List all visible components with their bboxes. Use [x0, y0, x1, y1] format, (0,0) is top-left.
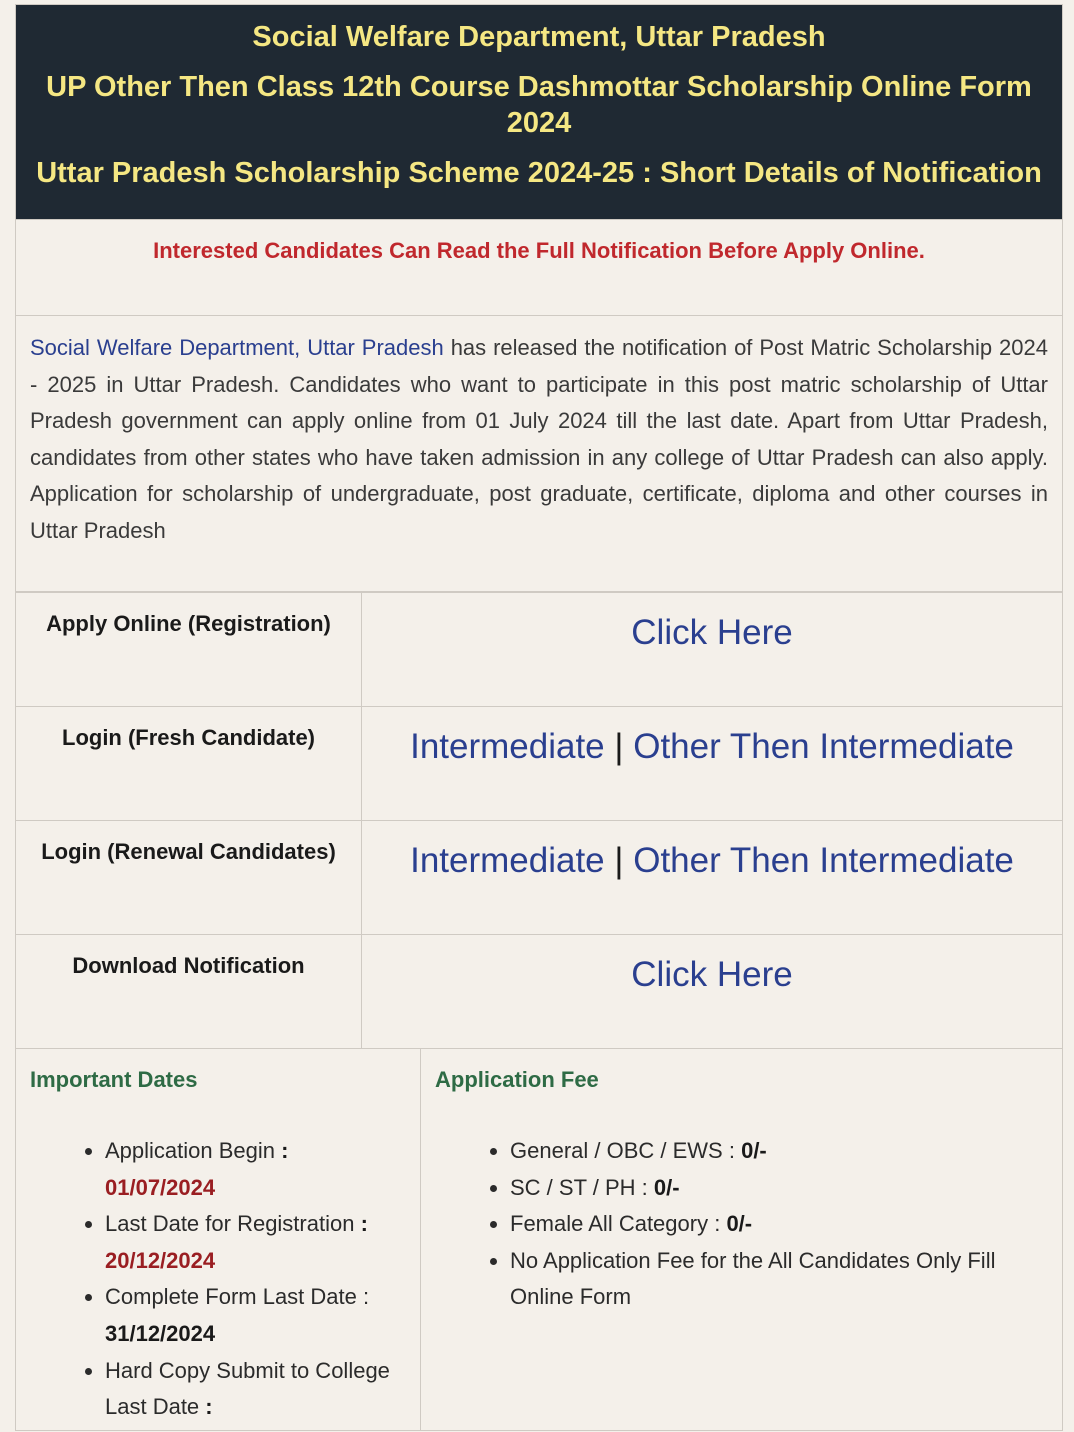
- header-form-title: UP Other Then Class 12th Course Dashmottar Scholarship Online Form 2024: [46, 71, 1032, 139]
- link-separator: |: [614, 727, 624, 766]
- apply-online-label: Apply Online (Registration): [16, 593, 362, 707]
- login-renewal-cell: [362, 821, 1063, 935]
- fee-label: Female All Category :: [510, 1211, 727, 1237]
- application-fee-title: Application Fee: [435, 1067, 599, 1092]
- list-item: [510, 1170, 1048, 1207]
- date-value: 20/12/2024: [105, 1247, 216, 1273]
- fee-value: 0/-: [653, 1174, 680, 1200]
- fee-label: No Application Fee for the All Candidates Only Fill Online Form: [510, 1247, 996, 1310]
- application-fee-list: [435, 1133, 1048, 1316]
- date-value: 01/07/2024: [105, 1174, 216, 1200]
- header-scheme-title: Uttar Pradesh Scholarship Scheme 2024-25 : Short Details of Notification: [36, 157, 1042, 189]
- table-row: [16, 707, 1063, 821]
- list-item: [510, 1243, 1048, 1316]
- description-text: has released the notification of Post Matric Scholarship 2024 - 2025 in Uttar Pradesh. Candidates who want to participate in this post matric scholarship of Uttar Pradesh government can apply online from 01 July 2024 till the last date. Apart from Uttar Pradesh, candidates from other states who have taken admission in any college of Uttar Pradesh can also apply. Application for scholarship of undergraduate, post graduate, certificate, diploma and other courses in Uttar Pradesh: [30, 335, 1048, 543]
- fee-value: 0/-: [726, 1211, 753, 1237]
- login-fresh-intermediate-link[interactable]: Intermediate: [410, 727, 605, 766]
- important-dates-list: [30, 1133, 406, 1426]
- login-fresh-other-link[interactable]: Other Then Intermediate: [633, 727, 1014, 766]
- table-row: [16, 935, 1063, 1049]
- login-renewal-label: Login (Renewal Candidates): [16, 821, 362, 935]
- important-dates-column: [16, 1049, 421, 1430]
- header-department: Social Welfare Department, Uttar Pradesh: [252, 21, 826, 53]
- login-renewal-other-link[interactable]: Other Then Intermediate: [633, 841, 1014, 880]
- list-item: [105, 1133, 406, 1206]
- details-section: [15, 1049, 1063, 1431]
- download-notification-cell: [362, 935, 1063, 1049]
- list-item: [510, 1133, 1048, 1170]
- login-fresh-cell: [362, 707, 1063, 821]
- date-colon: :: [199, 1394, 213, 1420]
- download-notification-link[interactable]: Click Here: [631, 955, 793, 994]
- page-header: [15, 4, 1063, 220]
- fee-value: 0/-: [741, 1138, 767, 1163]
- apply-online-cell: [362, 593, 1063, 707]
- apply-online-link[interactable]: Click Here: [631, 613, 793, 652]
- table-row: [16, 593, 1063, 707]
- date-value: 31/12/2024: [105, 1320, 216, 1346]
- login-renewal-intermediate-link[interactable]: Intermediate: [410, 841, 605, 880]
- date-label: Complete Form Last Date: [105, 1284, 357, 1310]
- list-item: [105, 1206, 406, 1279]
- date-colon: :: [354, 1211, 368, 1237]
- date-colon: :: [356, 1284, 370, 1310]
- fee-label: General / OBC / EWS :: [510, 1138, 742, 1163]
- description-block: [15, 316, 1063, 592]
- date-label: Last Date for Registration: [105, 1211, 355, 1237]
- list-item: [105, 1279, 406, 1352]
- important-dates-title: Important Dates: [30, 1067, 198, 1092]
- list-item: [510, 1206, 1048, 1243]
- notice-text: Interested Candidates Can Read the Full Notification Before Apply Online.: [153, 238, 925, 263]
- login-fresh-label: Login (Fresh Candidate): [16, 707, 362, 821]
- table-row: [16, 821, 1063, 935]
- application-fee-column: [421, 1049, 1062, 1430]
- notification-page: [15, 4, 1063, 1431]
- date-label: Hard Copy Submit to College Last Date: [105, 1357, 390, 1420]
- date-colon: :: [275, 1138, 289, 1163]
- list-item: [105, 1353, 406, 1426]
- department-link[interactable]: Social Welfare Department, Uttar Pradesh: [30, 335, 444, 360]
- notice-row: [15, 220, 1063, 316]
- download-notification-label: Download Notification: [16, 935, 362, 1049]
- links-table: [15, 592, 1063, 1049]
- fee-label: SC / ST / PH :: [510, 1174, 654, 1200]
- link-separator: |: [614, 841, 624, 880]
- date-label: Application Begin: [105, 1138, 276, 1163]
